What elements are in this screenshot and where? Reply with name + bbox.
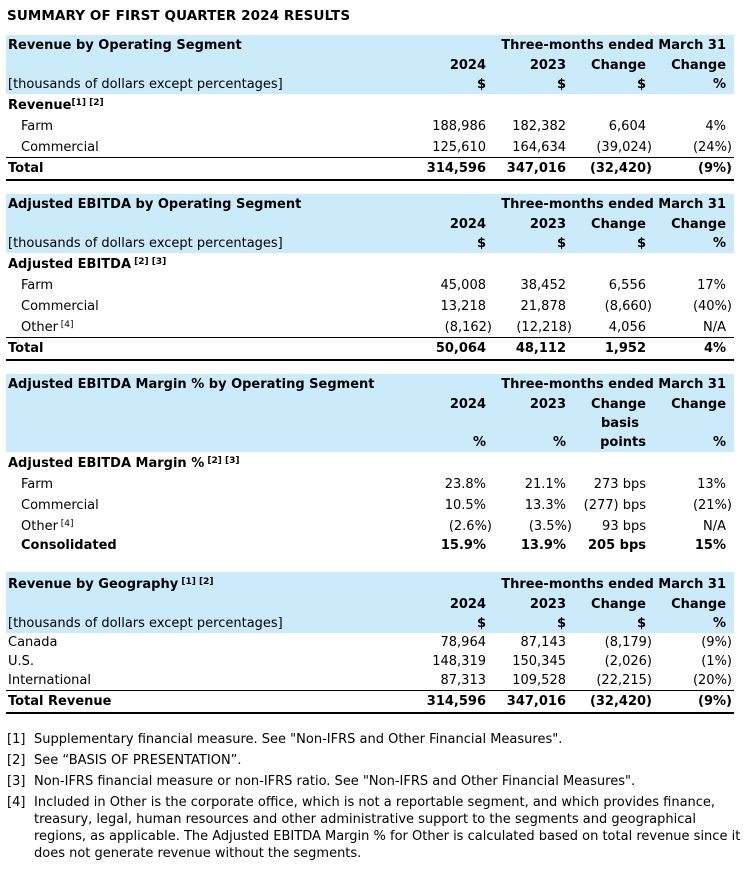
value-cell: 23.8% bbox=[444, 477, 486, 492]
footnote-text: Non-IFRS financial measure or non-IFRS ratio. See "Non-IFRS and Other Financial Measures". bbox=[34, 774, 636, 789]
col-header-2024: 2024 bbox=[414, 215, 494, 234]
col-header-change-percent: Change bbox=[654, 395, 734, 414]
value-cell: 87,313 bbox=[440, 673, 486, 688]
col-header-change-dollars: Change bbox=[574, 215, 654, 234]
table-adjusted-ebitda-margin-by-operating-segment bbox=[6, 374, 734, 555]
total-value: 4% bbox=[654, 338, 734, 361]
value-cell: (24%) bbox=[692, 140, 733, 155]
table-row bbox=[6, 274, 734, 295]
value-cell: 148,319 bbox=[432, 654, 486, 669]
total-value: 205 bps bbox=[587, 538, 646, 553]
unit-cell: $ bbox=[574, 234, 654, 253]
total-value: 15.9% bbox=[440, 538, 486, 553]
value-cell: 273 bps bbox=[593, 477, 646, 492]
unit-note bbox=[6, 433, 414, 452]
total-value: 314,596 bbox=[414, 691, 494, 714]
footnote-ref: [4] bbox=[57, 519, 74, 529]
section-label: Revenue[1] [2] bbox=[8, 98, 104, 113]
row-label: Farm bbox=[21, 477, 54, 492]
total-value: 48,112 bbox=[494, 338, 574, 361]
value-cell: 164,634 bbox=[512, 140, 566, 155]
value-cell: 38,452 bbox=[520, 278, 566, 293]
year-header-row bbox=[6, 215, 734, 234]
row-label: Canada bbox=[8, 635, 58, 650]
total-value: 13.9% bbox=[520, 538, 566, 553]
table-row bbox=[6, 295, 734, 316]
value-cell: (12,218) bbox=[516, 320, 572, 335]
unit-cell: $ bbox=[574, 614, 654, 633]
basis-label: basis bbox=[574, 414, 654, 433]
value-cell: N/A bbox=[703, 519, 727, 534]
value-cell: (8,660) bbox=[604, 299, 652, 314]
footnote-ref: [4] bbox=[57, 320, 74, 330]
table-header-row bbox=[6, 374, 734, 395]
unit-cell: $ bbox=[414, 234, 494, 253]
value-cell: 6,556 bbox=[608, 278, 646, 293]
unit-cell: $ bbox=[574, 75, 654, 94]
col-header-2024: 2024 bbox=[414, 56, 494, 75]
value-cell: (40%) bbox=[692, 299, 733, 314]
value-cell: (2.6%) bbox=[448, 519, 492, 534]
unit-cell: % bbox=[654, 234, 734, 253]
value-cell: 45,008 bbox=[440, 278, 486, 293]
units-row bbox=[6, 234, 734, 253]
footnote-ref: [1] [2] bbox=[71, 98, 104, 108]
table-header-row bbox=[6, 572, 734, 595]
value-cell: (2,026) bbox=[604, 654, 652, 669]
col-header-change-percent: Change bbox=[654, 215, 734, 234]
col-header-change-dollars: Change bbox=[574, 595, 654, 614]
table-adjusted-ebitda-by-operating-segment bbox=[6, 194, 734, 361]
total-value: (9%) bbox=[654, 158, 734, 181]
footnote bbox=[7, 752, 742, 769]
footnote bbox=[7, 731, 742, 748]
col-header-change-percent: Change bbox=[654, 56, 734, 75]
value-cell: 93 bps bbox=[602, 519, 646, 534]
table-row bbox=[6, 671, 734, 691]
unit-cell: $ bbox=[494, 614, 574, 633]
total-value: (32,420) bbox=[574, 158, 654, 181]
total-label: Total bbox=[6, 158, 414, 181]
total-value: 1,952 bbox=[574, 338, 654, 361]
table-revenue-by-operating-segment bbox=[6, 35, 734, 181]
value-cell: 13,218 bbox=[440, 299, 486, 314]
value-cell: (8,162) bbox=[444, 320, 492, 335]
section-row bbox=[6, 94, 734, 115]
value-cell: (39,024) bbox=[596, 140, 652, 155]
row-label: U.S. bbox=[8, 654, 35, 669]
col-header-change-bps: Change bbox=[574, 395, 654, 414]
year-header-row bbox=[6, 595, 734, 614]
table-title: Adjusted EBITDA by Operating Segment bbox=[6, 194, 414, 215]
footnote-ref: [2] [3] bbox=[131, 257, 167, 267]
col-header-change-dollars: Change bbox=[574, 56, 654, 75]
value-cell: 10.5% bbox=[444, 498, 486, 513]
table-title: Revenue by Geography [1] [2] bbox=[6, 572, 414, 595]
unit-note: [thousands of dollars except percentages] bbox=[6, 234, 414, 253]
table-row bbox=[6, 633, 734, 652]
section-label: Adjusted EBITDA Margin % [2] [3] bbox=[8, 456, 240, 471]
total-value: (9%) bbox=[654, 691, 734, 714]
unit-cell: $ bbox=[494, 234, 574, 253]
value-cell: 13.3% bbox=[524, 498, 566, 513]
unit-cell: $ bbox=[414, 614, 494, 633]
table-header-row bbox=[6, 194, 734, 215]
row-label: Other [4] bbox=[21, 519, 74, 534]
row-label: Commercial bbox=[21, 299, 99, 314]
table-row bbox=[6, 136, 734, 158]
col-header-2023: 2023 bbox=[494, 595, 574, 614]
unit-cell: % bbox=[414, 433, 494, 452]
period-label: Three-months ended March 31 bbox=[414, 374, 734, 395]
unit-cell: $ bbox=[494, 75, 574, 94]
table-row bbox=[6, 316, 734, 338]
unit-cell: % bbox=[654, 614, 734, 633]
footnote bbox=[7, 794, 742, 862]
total-value: 347,016 bbox=[494, 691, 574, 714]
value-cell: 182,382 bbox=[512, 119, 566, 134]
unit-cell: % bbox=[494, 433, 574, 452]
value-cell: N/A bbox=[703, 320, 727, 335]
table-row bbox=[6, 494, 734, 515]
row-label: Farm bbox=[21, 278, 54, 293]
total-value: 50,064 bbox=[414, 338, 494, 361]
value-cell: 150,345 bbox=[512, 654, 566, 669]
table-title: Adjusted EBITDA Margin % by Operating Segment bbox=[6, 374, 414, 395]
value-cell: 4,056 bbox=[608, 320, 646, 335]
total-value: (32,420) bbox=[574, 691, 654, 714]
footnote-text: Supplementary financial measure. See "Non-IFRS and Other Financial Measures". bbox=[34, 732, 563, 747]
row-label: International bbox=[8, 673, 91, 688]
page-title: SUMMARY OF FIRST QUARTER 2024 RESULTS bbox=[7, 8, 351, 24]
row-label: Other [4] bbox=[21, 320, 74, 335]
footnote-text: See “BASIS OF PRESENTATION”. bbox=[34, 753, 242, 768]
footnote-marker: [4] bbox=[7, 795, 26, 810]
value-cell: 109,528 bbox=[512, 673, 566, 688]
period-label: Three-months ended March 31 bbox=[414, 35, 734, 56]
value-cell: (22,215) bbox=[596, 673, 652, 688]
value-cell: 13% bbox=[697, 477, 727, 492]
period-label: Three-months ended March 31 bbox=[414, 194, 734, 215]
section-label: Adjusted EBITDA [2] [3] bbox=[8, 257, 167, 272]
units-row bbox=[6, 433, 734, 452]
table-row bbox=[6, 115, 734, 136]
footnote-ref: [1] [2] bbox=[178, 577, 214, 587]
total-label: Consolidated bbox=[21, 538, 117, 553]
total-row bbox=[6, 536, 734, 555]
total-value: 314,596 bbox=[414, 158, 494, 181]
value-cell: 6,604 bbox=[608, 119, 646, 134]
value-cell: 17% bbox=[697, 278, 727, 293]
table-title: Revenue by Operating Segment bbox=[6, 35, 414, 56]
value-cell: 188,986 bbox=[432, 119, 486, 134]
section-row bbox=[6, 253, 734, 274]
basis-row bbox=[6, 414, 734, 433]
table-row bbox=[6, 652, 734, 671]
col-header-2023: 2023 bbox=[494, 395, 574, 414]
value-cell: (8,179) bbox=[604, 635, 652, 650]
footnotes bbox=[7, 731, 742, 862]
total-label: Total Revenue bbox=[6, 691, 414, 714]
value-cell: 125,610 bbox=[432, 140, 486, 155]
total-value: 347,016 bbox=[494, 158, 574, 181]
table-row bbox=[6, 473, 734, 494]
col-header-2024: 2024 bbox=[414, 395, 494, 414]
table-row bbox=[6, 515, 734, 536]
units-row bbox=[6, 614, 734, 633]
units-row bbox=[6, 75, 734, 94]
col-header-change-percent: Change bbox=[654, 595, 734, 614]
col-header-2024: 2024 bbox=[414, 595, 494, 614]
row-label: Commercial bbox=[21, 140, 99, 155]
year-header-row bbox=[6, 56, 734, 75]
value-cell: (21%) bbox=[692, 498, 733, 513]
value-cell: 87,143 bbox=[520, 635, 566, 650]
footnote-ref: [2] [3] bbox=[204, 456, 240, 466]
section-row bbox=[6, 452, 734, 473]
total-row bbox=[6, 158, 734, 181]
footnote bbox=[7, 773, 742, 790]
value-cell: (20%) bbox=[692, 673, 733, 688]
table-header-row bbox=[6, 35, 734, 56]
year-header-row bbox=[6, 395, 734, 414]
footnote-marker: [2] bbox=[7, 753, 26, 768]
value-cell: 21,878 bbox=[520, 299, 566, 314]
unit-cell: % bbox=[654, 75, 734, 94]
total-row bbox=[6, 338, 734, 361]
value-cell: (277) bps bbox=[583, 498, 646, 513]
unit-note: [thousands of dollars except percentages] bbox=[6, 75, 414, 94]
total-row bbox=[6, 691, 734, 714]
value-cell: 4% bbox=[705, 119, 727, 134]
col-header-2023: 2023 bbox=[494, 215, 574, 234]
table-revenue-by-geography bbox=[6, 572, 734, 714]
total-value: 15% bbox=[694, 538, 727, 553]
unit-cell: % bbox=[654, 433, 734, 452]
row-label: Farm bbox=[21, 119, 54, 134]
row-label: Commercial bbox=[21, 498, 99, 513]
unit-cell: $ bbox=[414, 75, 494, 94]
col-header-2023: 2023 bbox=[494, 56, 574, 75]
value-cell: (1%) bbox=[701, 654, 733, 669]
footnote-marker: [1] bbox=[7, 732, 26, 747]
value-cell: (9%) bbox=[701, 635, 733, 650]
value-cell: 21.1% bbox=[524, 477, 566, 492]
unit-note: [thousands of dollars except percentages] bbox=[6, 614, 414, 633]
total-label: Total bbox=[6, 338, 414, 361]
value-cell: (3.5%) bbox=[528, 519, 572, 534]
unit-cell: points bbox=[574, 433, 654, 452]
period-label: Three-months ended March 31 bbox=[414, 572, 734, 595]
footnote-marker: [3] bbox=[7, 774, 26, 789]
footnote-text: Included in Other is the corporate office, which is not a reportable segment, and which provides finance, treasury, legal, human resources and other administrative support to the segments and geographical regions, as applicable. The Adjusted EBITDA Margin % for Other is calculated based on total revenue since it does not generate revenue without the segments. bbox=[34, 795, 741, 861]
value-cell: 78,964 bbox=[440, 635, 486, 650]
